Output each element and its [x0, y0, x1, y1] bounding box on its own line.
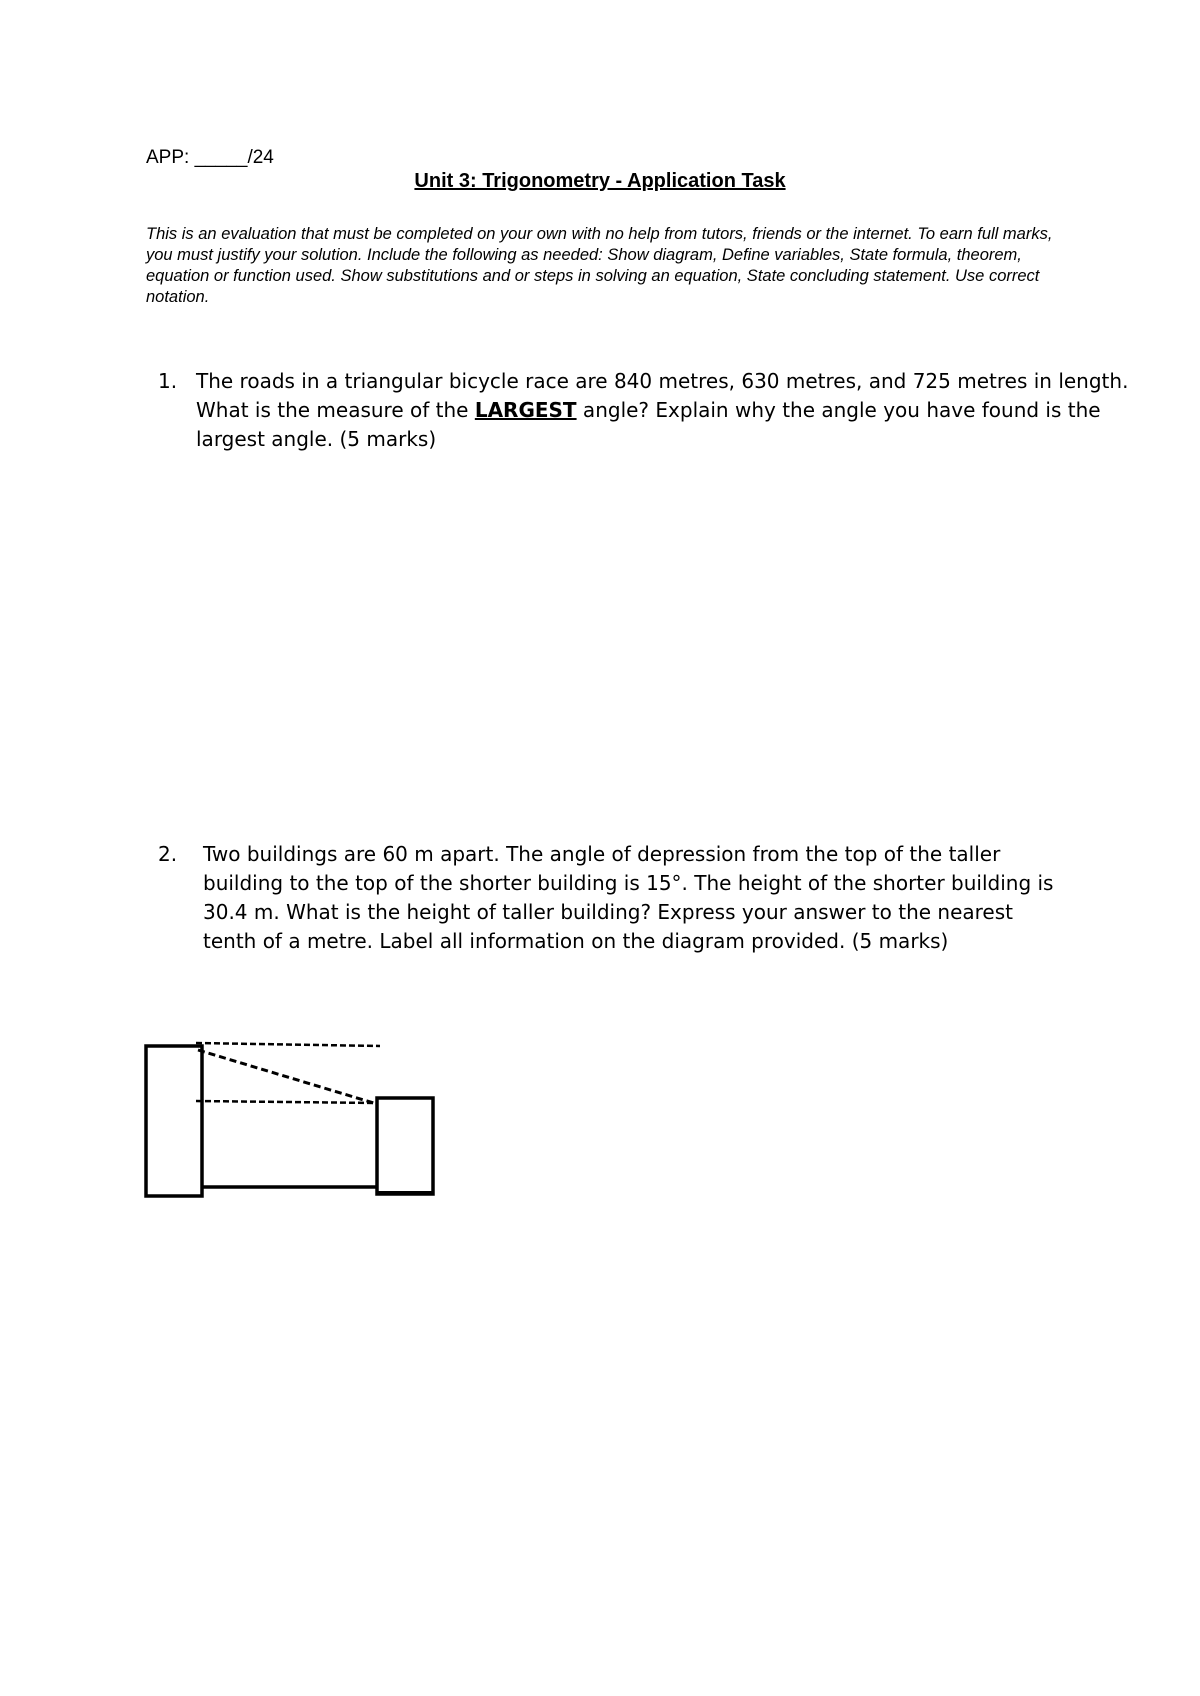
score-total: /24 — [247, 147, 274, 168]
shorter-building — [377, 1098, 433, 1194]
question-text: Two buildings are 60 m apart. The angle of depression from the top of the taller building to the top of the shorter building is 15°. The height of the shorter building is 30.4 m. What is the height of taller building? Express your answer to the nearest tenth of a metre. Label all information on the diagram provided. (5 marks) — [203, 842, 1054, 953]
score-blank: _____ — [194, 147, 248, 168]
taller-building — [146, 1046, 202, 1196]
horizontal-dashed-line — [196, 1101, 377, 1103]
score-label: APP: — [146, 147, 190, 168]
question-text-part: angle? Explain why the angle you have found is the largest angle. (5 marks) — [196, 398, 1101, 451]
horizontal-dashed-line — [196, 1043, 380, 1046]
page-title: Unit 3: Trigonometry - Application Task — [414, 170, 786, 192]
instructions-paragraph: This is an evaluation that must be completed on your own with no help from tutors, friends or the internet. To earn full marks, you must justify your solution. Include the following as needed: Show diagram, Define variables, State formula, theorem, equation or function used. Show substitutions and or steps in solving an equation, State concluding statement. Use correct notation. — [146, 225, 1053, 306]
largest-emphasis: LARGEST — [474, 398, 577, 422]
question-text-part: The roads in a triangular bicycle race are 840 metres, 630 metres, and 725 metres in length. What is the measure of the — [196, 369, 1129, 422]
depression-line — [198, 1050, 377, 1104]
question-number: 2. — [158, 842, 178, 866]
question-number: 1. — [158, 369, 178, 393]
